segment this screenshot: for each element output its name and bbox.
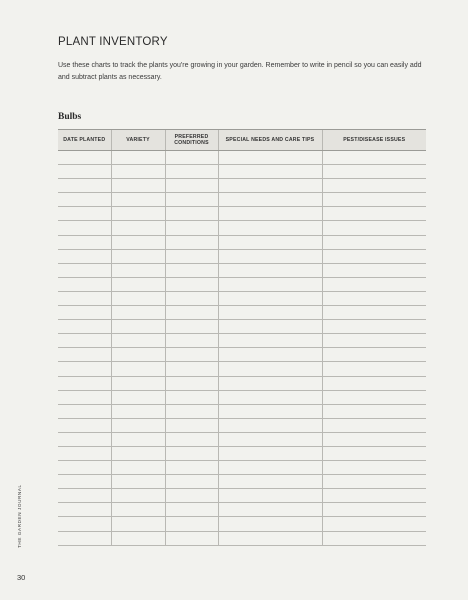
table-cell[interactable] xyxy=(218,390,322,404)
page-title: PLANT INVENTORY xyxy=(58,36,168,48)
table-cell[interactable] xyxy=(58,475,111,489)
table-cell[interactable] xyxy=(111,475,165,489)
table-cell[interactable] xyxy=(218,348,322,362)
table-cell[interactable] xyxy=(165,207,218,221)
table-cell[interactable] xyxy=(218,277,322,291)
intro-text: Use these charts to track the plants you're growing in your garden. Remember to write in pencil so you can easily add and subtract plants as necessary. xyxy=(58,62,422,81)
table-cell[interactable] xyxy=(322,334,426,348)
table-cell[interactable] xyxy=(58,263,111,277)
table-row xyxy=(58,446,426,460)
table-cell[interactable] xyxy=(58,221,111,235)
table-cell[interactable] xyxy=(165,165,218,179)
table-cell[interactable] xyxy=(218,475,322,489)
table-cell[interactable] xyxy=(322,306,426,320)
table-row xyxy=(58,151,426,165)
table-body xyxy=(58,151,426,546)
table-cell[interactable] xyxy=(165,291,218,305)
table-cell[interactable] xyxy=(58,165,111,179)
table-row xyxy=(58,306,426,320)
table-cell[interactable] xyxy=(218,151,322,165)
table-cell[interactable] xyxy=(165,517,218,531)
table-cell[interactable] xyxy=(58,404,111,418)
table-cell[interactable] xyxy=(218,306,322,320)
table-cell[interactable] xyxy=(322,235,426,249)
side-label: THE GARDEN JOURNAL xyxy=(17,484,22,548)
table-cell[interactable] xyxy=(111,446,165,460)
table-row xyxy=(58,503,426,517)
table-cell[interactable] xyxy=(218,193,322,207)
table-cell[interactable] xyxy=(58,207,111,221)
table-cell[interactable] xyxy=(58,193,111,207)
table-cell[interactable] xyxy=(165,475,218,489)
table-cell[interactable] xyxy=(165,503,218,517)
table-cell[interactable] xyxy=(165,418,218,432)
table-row xyxy=(58,320,426,334)
table-cell[interactable] xyxy=(165,489,218,503)
table-cell[interactable] xyxy=(111,249,165,263)
table-cell[interactable] xyxy=(111,221,165,235)
table-cell[interactable] xyxy=(165,320,218,334)
table-cell[interactable] xyxy=(58,334,111,348)
table-row xyxy=(58,334,426,348)
table-row xyxy=(58,165,426,179)
table-header-row xyxy=(58,130,426,151)
table-cell[interactable] xyxy=(58,517,111,531)
table-cell[interactable] xyxy=(218,207,322,221)
table-cell[interactable] xyxy=(322,489,426,503)
table-cell[interactable] xyxy=(322,165,426,179)
table-cell[interactable] xyxy=(322,404,426,418)
table-cell[interactable] xyxy=(58,489,111,503)
table-cell[interactable] xyxy=(165,179,218,193)
table-cell[interactable] xyxy=(58,503,111,517)
table-cell[interactable] xyxy=(165,235,218,249)
table-cell[interactable] xyxy=(218,531,322,545)
table-cell[interactable] xyxy=(111,151,165,165)
table-cell[interactable] xyxy=(218,263,322,277)
table-row xyxy=(58,249,426,263)
table-cell[interactable] xyxy=(322,446,426,460)
table-cell[interactable] xyxy=(322,461,426,475)
table-cell[interactable] xyxy=(58,390,111,404)
table-cell[interactable] xyxy=(111,348,165,362)
table-cell[interactable] xyxy=(322,432,426,446)
column-header-preferred-conditions: PREFERRED CONDITIONS xyxy=(165,130,218,151)
table-cell[interactable] xyxy=(58,531,111,545)
table-cell[interactable] xyxy=(111,362,165,376)
table-cell[interactable] xyxy=(322,362,426,376)
table-cell[interactable] xyxy=(165,249,218,263)
table-cell[interactable] xyxy=(111,376,165,390)
table-cell[interactable] xyxy=(111,277,165,291)
table-cell[interactable] xyxy=(165,221,218,235)
column-header-special-needs: SPECIAL NEEDS AND CARE TIPS xyxy=(218,130,322,151)
inventory-table-container xyxy=(58,129,426,546)
table-cell[interactable] xyxy=(218,320,322,334)
table-cell[interactable] xyxy=(111,461,165,475)
table-cell[interactable] xyxy=(165,376,218,390)
column-header-pest-disease: PEST/DISEASE ISSUES xyxy=(322,130,426,151)
table-row xyxy=(58,475,426,489)
table-cell[interactable] xyxy=(111,334,165,348)
plant-inventory-table xyxy=(58,129,426,546)
table-cell[interactable] xyxy=(111,517,165,531)
table-cell[interactable] xyxy=(165,461,218,475)
table-cell[interactable] xyxy=(218,404,322,418)
table-row xyxy=(58,376,426,390)
table-cell[interactable] xyxy=(111,320,165,334)
table-cell[interactable] xyxy=(218,334,322,348)
table-cell[interactable] xyxy=(218,446,322,460)
table-cell[interactable] xyxy=(58,362,111,376)
table-cell[interactable] xyxy=(218,235,322,249)
table-cell[interactable] xyxy=(111,432,165,446)
table-cell[interactable] xyxy=(58,376,111,390)
column-header-variety: VARIETY xyxy=(111,130,165,151)
table-cell[interactable] xyxy=(58,277,111,291)
table-cell[interactable] xyxy=(165,446,218,460)
table-row xyxy=(58,362,426,376)
table-row xyxy=(58,193,426,207)
table-cell[interactable] xyxy=(165,277,218,291)
table-cell[interactable] xyxy=(58,432,111,446)
table-cell[interactable] xyxy=(111,404,165,418)
table-cell[interactable] xyxy=(58,249,111,263)
table-row xyxy=(58,432,426,446)
table-cell[interactable] xyxy=(111,531,165,545)
table-cell[interactable] xyxy=(218,418,322,432)
column-header-date-planted: DATE PLANTED xyxy=(58,130,111,151)
table-row xyxy=(58,390,426,404)
table-row xyxy=(58,263,426,277)
table-row xyxy=(58,179,426,193)
table-cell[interactable] xyxy=(165,390,218,404)
table-cell[interactable] xyxy=(111,503,165,517)
table-cell[interactable] xyxy=(218,461,322,475)
table-cell[interactable] xyxy=(58,320,111,334)
table-cell[interactable] xyxy=(218,249,322,263)
table-cell[interactable] xyxy=(322,503,426,517)
table-cell[interactable] xyxy=(322,277,426,291)
table-cell[interactable] xyxy=(322,517,426,531)
table-cell[interactable] xyxy=(111,263,165,277)
table-cell[interactable] xyxy=(322,193,426,207)
table-row xyxy=(58,489,426,503)
table-row xyxy=(58,207,426,221)
table-cell[interactable] xyxy=(322,320,426,334)
table-row xyxy=(58,235,426,249)
table-row xyxy=(58,517,426,531)
table-cell[interactable] xyxy=(111,390,165,404)
table-cell[interactable] xyxy=(58,151,111,165)
table-cell[interactable] xyxy=(111,489,165,503)
table-row xyxy=(58,404,426,418)
table-cell[interactable] xyxy=(322,348,426,362)
table-cell[interactable] xyxy=(322,207,426,221)
table-cell[interactable] xyxy=(218,179,322,193)
table-cell[interactable] xyxy=(58,446,111,460)
table-cell[interactable] xyxy=(111,418,165,432)
table-cell[interactable] xyxy=(218,517,322,531)
table-cell[interactable] xyxy=(218,165,322,179)
table-cell[interactable] xyxy=(322,179,426,193)
table-cell[interactable] xyxy=(111,165,165,179)
table-cell[interactable] xyxy=(111,179,165,193)
table-cell[interactable] xyxy=(111,207,165,221)
table-cell[interactable] xyxy=(218,432,322,446)
table-cell[interactable] xyxy=(111,235,165,249)
table-cell[interactable] xyxy=(322,151,426,165)
table-cell[interactable] xyxy=(111,306,165,320)
table-cell[interactable] xyxy=(322,531,426,545)
table-cell[interactable] xyxy=(322,263,426,277)
table-cell[interactable] xyxy=(58,179,111,193)
table-row xyxy=(58,221,426,235)
table-row xyxy=(58,348,426,362)
table-cell[interactable] xyxy=(58,348,111,362)
table-cell[interactable] xyxy=(165,193,218,207)
page-number: 30 xyxy=(17,573,26,582)
table-cell[interactable] xyxy=(58,418,111,432)
table-cell[interactable] xyxy=(165,334,218,348)
table-cell[interactable] xyxy=(218,362,322,376)
table-row xyxy=(58,531,426,545)
table-row xyxy=(58,418,426,432)
table-cell[interactable] xyxy=(322,376,426,390)
table-cell[interactable] xyxy=(165,404,218,418)
table-cell[interactable] xyxy=(322,418,426,432)
table-cell[interactable] xyxy=(111,193,165,207)
table-cell[interactable] xyxy=(165,306,218,320)
table-cell[interactable] xyxy=(58,306,111,320)
table-cell[interactable] xyxy=(58,291,111,305)
table-row xyxy=(58,277,426,291)
table-cell[interactable] xyxy=(165,531,218,545)
table-cell[interactable] xyxy=(58,235,111,249)
table-cell[interactable] xyxy=(165,348,218,362)
table-cell[interactable] xyxy=(218,503,322,517)
table-cell[interactable] xyxy=(165,362,218,376)
table-cell[interactable] xyxy=(218,291,322,305)
table-cell[interactable] xyxy=(111,291,165,305)
table-cell[interactable] xyxy=(322,291,426,305)
table-cell[interactable] xyxy=(218,221,322,235)
table-row xyxy=(58,291,426,305)
table-cell[interactable] xyxy=(165,432,218,446)
table-cell[interactable] xyxy=(218,489,322,503)
table-cell[interactable] xyxy=(58,461,111,475)
table-cell[interactable] xyxy=(322,390,426,404)
table-cell[interactable] xyxy=(165,151,218,165)
table-cell[interactable] xyxy=(165,263,218,277)
section-title: Bulbs xyxy=(58,112,82,122)
table-row xyxy=(58,461,426,475)
table-cell[interactable] xyxy=(322,249,426,263)
table-cell[interactable] xyxy=(322,475,426,489)
table-cell[interactable] xyxy=(322,221,426,235)
table-cell[interactable] xyxy=(218,376,322,390)
